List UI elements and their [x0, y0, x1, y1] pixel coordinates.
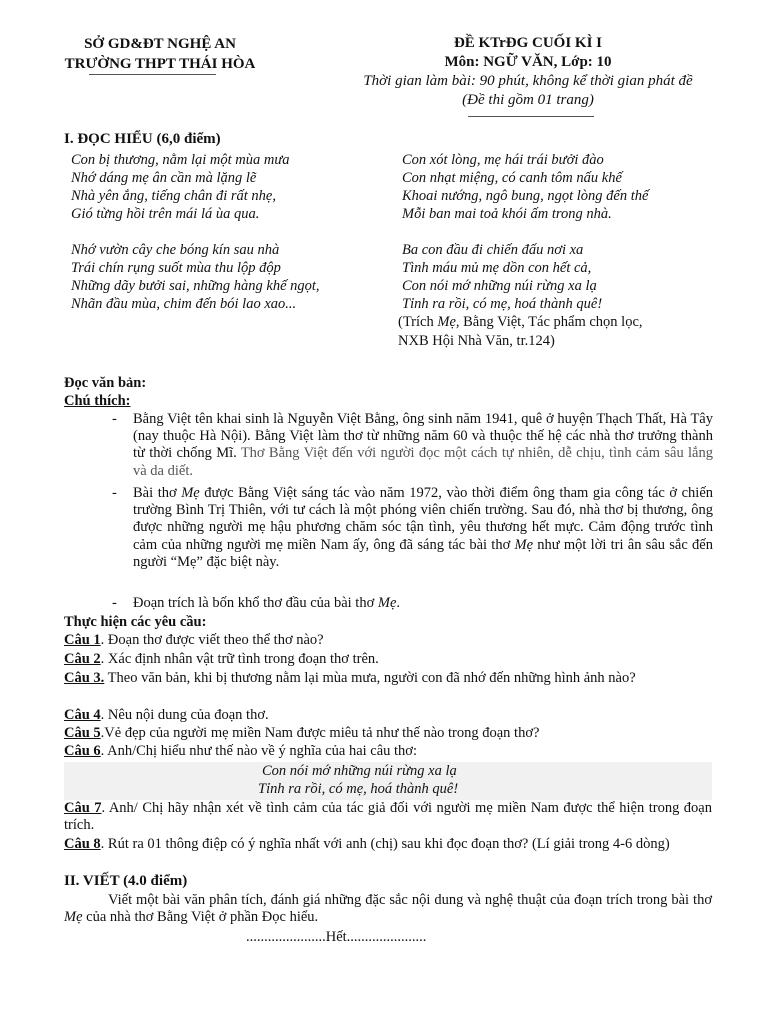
- poem-line: Ba con đầu đi chiến đấu nơi xa: [402, 242, 584, 258]
- end-marker: ......................Hết......................: [246, 929, 427, 945]
- school-name: TRƯỜNG THPT THÁI HÒA: [64, 56, 256, 72]
- read-text-heading: Đọc văn bản:: [64, 375, 147, 391]
- header-right-divider: [468, 116, 594, 117]
- note-dash: -: [112, 411, 117, 427]
- poem-line: Nhãn đầu mùa, chim đến bói lao xao...: [71, 296, 297, 312]
- section-reading-title: I. ĐỌC HIỂU (6,0 điểm): [64, 131, 221, 147]
- exam-page-count: (Đề thi gồm 01 trang): [462, 92, 594, 108]
- poem-line: Tình máu mủ mẹ dồn con hết cả,: [402, 260, 592, 276]
- poem-line: Nhớ vườn cây che bóng kín sau nhà: [71, 242, 280, 258]
- exam-title: ĐỀ KTrĐG CUỐI KÌ I: [453, 35, 603, 51]
- exam-time: Thời gian làm bài: 90 phút, không kể thời gian phát đề: [363, 73, 693, 89]
- poem-line: Nhà yên ắng, tiếng chân đi rất nhẹ,: [71, 188, 276, 204]
- question-4: Câu 4. Nêu nội dung của đoạn thơ.: [64, 707, 269, 723]
- question-6: Câu 6. Anh/Chị hiểu như thế nào về ý nghĩa của hai câu thơ:: [64, 743, 418, 759]
- poem-line: Những dãy bưởi sai, những hàng khế ngọt,: [71, 278, 320, 294]
- poem-line: Gió từng hồi trên mái lá ùa qua.: [71, 206, 260, 222]
- question-6-quote-line-1: Con nói mớ những núi rừng xa lạ: [262, 763, 457, 779]
- notes-heading: Chú thích:: [64, 393, 131, 409]
- question-7: Câu 7. Anh/ Chị hãy nhận xét về tình cảm của tác giả đối với người mẹ miền Nam được thể hiện trong đoạn trích.: [64, 800, 712, 834]
- note-poem-context: Bài thơ Mẹ được Bằng Việt sáng tác vào năm 1972, vào thời điểm ông tham gia công tác ở chiến trường Bình Trị Thiên, với tư cách là một phóng viên chiến trường. Sau đó, nhà thơ bị thương, ông được những người mẹ hậu phương chăm sóc tận tình, yêu thương hết mực. Cảm động trước tình cảm của những người mẹ miền Nam ấy, ông đã sáng tác bài thơ Mẹ như một lời tri ân sâu sắc đến người “Mẹ” đặc biệt này.: [133, 485, 714, 570]
- poem-line: Khoai nướng, ngô bung, ngọt lòng đến thế: [402, 188, 649, 204]
- poem-left-column: [71, 151, 320, 313]
- poem-citation: (Trích Mẹ, Bằng Việt, Tác phẩm chọn lọc, NXB Hội Nhà Văn, tr.124): [398, 314, 643, 349]
- question-1: Câu 1. Đoạn thơ được viết theo thể thơ nào?: [64, 632, 324, 648]
- section-writing-title: II. VIẾT (4.0 điểm): [64, 873, 188, 889]
- poem-line: Con bị thương, nằm lại một mùa mưa: [71, 152, 290, 168]
- question-8: Câu 8. Rút ra 01 thông điệp có ý nghĩa nhất với anh (chị) sau khi đọc đoạn thơ? (Lí giải trong 4-6 dòng): [64, 836, 670, 852]
- department-name: SỞ GD&ĐT NGHỆ AN: [84, 36, 236, 52]
- note-author: Bằng Việt tên khai sinh là Nguyễn Việt Bằng, ông sinh năm 1941, quê ở huyện Thạch Thất, Hà Tây (nay thuộc Hà Nội). Bằng Việt làm thơ từ những năm 60 và thuộc thế hệ các nhà thơ trưởng thành từ thời chống Mĩ. Thơ Bằng Việt đến với người đọc một cách tự nhiên, dễ chịu, tình cảm sâu lắng và da diết.: [133, 411, 713, 479]
- note-dash: -: [112, 595, 117, 611]
- header-left-divider: [89, 74, 216, 75]
- poem-line: Nhớ dáng mẹ ân cần mà lặng lẽ: [71, 170, 257, 186]
- tasks-heading: Thực hiện các yêu cầu:: [64, 614, 207, 630]
- poem-title-ref: Mẹ: [437, 314, 456, 330]
- poem-line: Mỗi ban mai toả khói ấm trong nhà.: [402, 206, 612, 222]
- poem-line: Trái chín rụng suốt mùa thu lộp độp: [71, 260, 281, 276]
- writing-prompt: Viết một bài văn phân tích, đánh giá những đặc sắc nội dung và nghệ thuật của đoạn trích trong bài thơ Mẹ của nhà thơ Bằng Việt ở phần Đọc hiểu.: [64, 892, 712, 926]
- question-3: Câu 3. Theo văn bản, khi bị thương nằm lại mùa mưa, người con đã nhớ đến những hình ảnh nào?: [64, 670, 636, 686]
- question-6-quote-line-2: Tỉnh ra rồi, có mẹ, hoá thành quê!: [258, 781, 459, 797]
- note-dash: -: [112, 485, 117, 501]
- question-2: Câu 2. Xác định nhân vật trữ tình trong đoạn thơ trên.: [64, 651, 379, 667]
- poem-line: Con nói mớ những núi rừng xa lạ: [402, 278, 597, 294]
- note-excerpt: Đoạn trích là bốn khổ thơ đầu của bài thơ Mẹ.: [133, 595, 400, 611]
- question-5: Câu 5.Vẻ đẹp của người mẹ miền Nam được miêu tả như thế nào trong đoạn thơ?: [64, 725, 540, 741]
- poem-line: Tỉnh ra rồi, có mẹ, hoá thành quê!: [402, 296, 603, 312]
- exam-subject: Môn: NGỮ VĂN, Lớp: 10: [444, 54, 612, 70]
- poem-right-column: [402, 151, 648, 313]
- poem-line: Con xót lòng, mẹ hái trái bưởi đào: [402, 152, 604, 168]
- poem-line: Con nhạt miệng, có canh tôm nấu khế: [402, 170, 622, 186]
